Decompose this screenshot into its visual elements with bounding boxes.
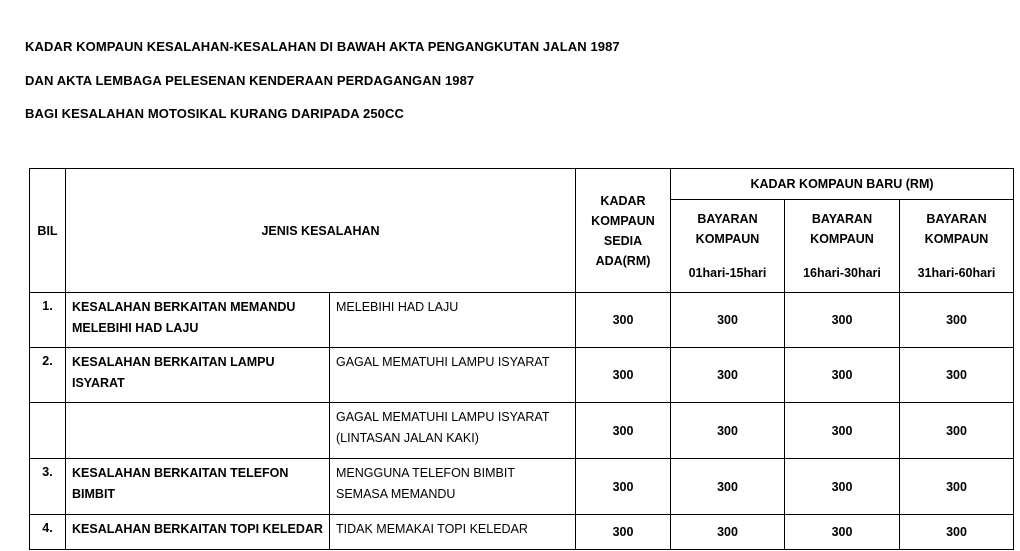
row-offence-line-1: MELEBIHI HAD LAJU [336,300,459,314]
row-bil: 2. [30,348,66,403]
row-category [66,348,330,403]
row-rate-period-1: 300 [671,403,785,459]
row-rate-period-1: 300 [671,515,785,550]
row-rate-period-2: 300 [785,459,900,515]
header-kompaun-label: KOMPAUN [924,232,989,246]
row-category-line-2: MELEBIHI HAD LAJU [72,321,199,335]
document-title-line-1: KADAR KOMPAUN KESALAHAN-KESALAHAN DI BAWAH AKTA PENGANGKUTAN JALAN 1987 [25,39,620,54]
row-offence [330,293,576,348]
row-rate-period-2: 300 [785,293,900,348]
header-period-1 [671,200,785,293]
row-rate-period-1: 300 [671,293,785,348]
row-category [66,515,330,550]
header-period-3 [900,200,1014,293]
row-bil: 4. [30,515,66,550]
row-category-line-1: KESALAHAN BERKAITAN TELEFON [72,466,289,480]
header-kadar-kompaun-baru: KADAR KOMPAUN BARU (RM) [671,169,1014,200]
table-row [30,459,1014,515]
header-bayaran-label: BAYARAN [697,212,758,226]
row-category-line-2: BIMBIT [72,487,116,501]
row-offence-line-1: MENGGUNA TELEFON BIMBIT [336,466,515,480]
table-row [30,403,1014,459]
row-offence-line-1: GAGAL MEMATUHI LAMPU ISYARAT [336,410,550,424]
row-category-line-1: KESALAHAN BERKAITAN LAMPU [72,355,275,369]
header-sedia-ada-line-2: KOMPAUN [591,213,655,228]
row-kadar-sedia-ada: 300 [576,515,671,550]
table-row [30,293,1014,348]
header-period-1-label: 01hari-15hari [688,266,767,280]
row-bil: 3. [30,459,66,515]
row-rate-period-3: 300 [900,515,1014,550]
row-rate-period-2: 300 [785,515,900,550]
header-kompaun-label: KOMPAUN [695,232,760,246]
row-kadar-sedia-ada: 300 [576,293,671,348]
row-offence [330,515,576,550]
row-rate-period-1: 300 [671,459,785,515]
row-category [66,293,330,348]
row-offence [330,459,576,515]
row-category-line-2: ISYARAT [72,376,125,390]
row-offence-line-1: GAGAL MEMATUHI LAMPU ISYARAT [336,355,550,369]
row-bil [30,403,66,459]
header-bil: BIL [30,169,66,293]
header-kadar-sedia-ada [576,169,671,293]
header-row-1 [30,169,1014,200]
row-offence-line-2: (LINTASAN JALAN KAKI) [336,431,479,445]
row-rate-period-3: 300 [900,459,1014,515]
header-sedia-ada-line-1: KADAR [600,193,646,208]
row-category [66,403,330,459]
row-offence [330,403,576,459]
row-rate-period-1: 300 [671,348,785,403]
table-row [30,348,1014,403]
row-offence-line-2: SEMASA MEMANDU [336,487,456,501]
header-bayaran-label: BAYARAN [926,212,987,226]
row-offence [330,348,576,403]
row-category-line-1: KESALAHAN BERKAITAN TOPI KELEDAR [72,522,323,536]
header-sedia-ada-line-4: ADA(RM) [595,253,651,268]
compound-rate-table [29,168,1014,550]
row-kadar-sedia-ada: 300 [576,403,671,459]
header-period-2-label: 16hari-30hari [803,266,881,280]
header-bayaran-label: BAYARAN [811,212,873,226]
header-period-2 [785,200,900,293]
row-rate-period-3: 300 [900,403,1014,459]
document-title-line-3: BAGI KESALAHAN MOTOSIKAL KURANG DARIPADA 250CC [25,106,404,121]
table-row [30,515,1014,550]
row-rate-period-2: 300 [785,348,900,403]
row-category-line-1: KESALAHAN BERKAITAN MEMANDU [72,300,296,314]
header-sedia-ada-line-3: SEDIA [603,233,643,248]
row-rate-period-3: 300 [900,348,1014,403]
document-title-line-2: DAN AKTA LEMBAGA PELESENAN KENDERAAN PERDAGANGAN 1987 [25,73,475,88]
header-period-3-label: 31hari-60hari [917,266,996,280]
row-category [66,459,330,515]
row-offence-line-1: TIDAK MEMAKAI TOPI KELEDAR [336,522,528,536]
header-jenis-kesalahan: JENIS KESALAHAN [66,169,576,293]
row-kadar-sedia-ada: 300 [576,459,671,515]
row-kadar-sedia-ada: 300 [576,348,671,403]
row-bil: 1. [30,293,66,348]
row-rate-period-2: 300 [785,403,900,459]
header-kompaun-label: KOMPAUN [810,232,874,246]
row-rate-period-3: 300 [900,293,1014,348]
